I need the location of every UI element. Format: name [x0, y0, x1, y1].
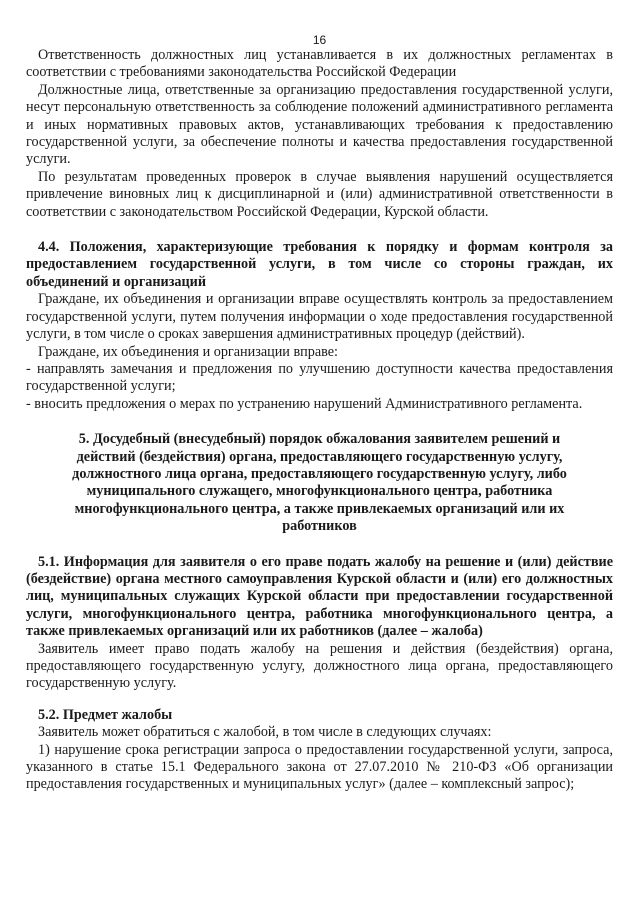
paragraph-complaint-cases: Заявитель может обратиться с жалобой, в том числе в следующих случаях:	[38, 724, 492, 741]
paragraph-responsibility-regulations: Ответственность должностных лиц устанавливается в их должностных регламентах в соответствии с требованиями законодательства Российской Федерации	[26, 47, 613, 81]
spacer	[26, 693, 613, 707]
spacer	[26, 221, 613, 239]
paragraph-inspection-results: По результатам проведенных проверок в случае выявления нарушений осуществляется привлечение виновных лиц к дисциплинарной и (или) административной ответственности в соответствии с законодательством Российской Федерации, Курской области.	[26, 168, 613, 220]
paragraph-citizens-control: Граждане, их объединения и организации вправе осуществлять контроль за предоставлением государственной услуги, путем получения информации о ходе предоставления государственной услуги, в том числе о сроках завершения административных процедур (действий).	[26, 291, 613, 343]
paragraph-complaint-right: Заявитель имеет право подать жалобу на решения и действия (бездействия) органа, предоставляющего государственную услугу, должностного лица органа, предоставляющего государственную услугу.	[26, 640, 613, 692]
paragraph-officials-responsibility: Должностные лица, ответственные за организацию предоставления государственной услуги, несут персональную ответственность за соблюдение положений административного регламента и иных нормативных правовых актов, устанавливающих требования к предоставлению государственной услуги, за обеспечение полноты и качества предоставления государственной услуги.	[26, 81, 613, 168]
spacer	[26, 536, 613, 554]
list-item-remarks: - направлять замечания и предложения по улучшению доступности качества предоставления государственной услуги;	[26, 360, 613, 395]
paragraph-citizens-rights: Граждане, их объединения и организации вправе:	[38, 343, 338, 360]
heading-section-4-4: 4.4. Положения, характеризующие требования к порядку и формам контроля за предоставлением государственной услуги, в том числе со стороны граждан, их объединений и организаций	[26, 239, 613, 290]
heading-section-5-1: 5.1. Информация для заявителя о его праве подать жалобу на решение и (или) действие (бездействие) органа местного самоуправления Курской области и (или) его должностных лиц, муниципальных служащих Курской области при предоставлении государственной услуги, многофункционального центра, работника многофункционального центра, а также привлекаемых организаций или их работников (далее – жалоба)	[26, 553, 613, 640]
document-body	[26, 47, 613, 794]
heading-section-5: 5. Досудебный (внесудебный) порядок обжалования заявителем решений и действий (бездействия) органа, предоставляющего государственную услугу, должностного лица органа, предоставляющего государственную услугу, либо муниципального служащего, многофункционального центра, работника многофункционального центра, а также привлекаемых организаций или их работников	[72, 431, 567, 535]
list-item-proposals: - вносить предложения о мерах по устранению нарушений Административного регламента.	[26, 395, 583, 412]
page-number: 16	[312, 33, 327, 47]
heading-section-5-2: 5.2. Предмет жалобы	[38, 706, 173, 723]
list-item-registration-deadline: 1) нарушение срока регистрации запроса о предоставлении государственной услуги, запроса, указанного в статье 15.1 Федерального закона от 27.07.2010 № 210-ФЗ «Об организации предоставления государственных и муниципальных услуг» (далее – комплексный запрос);	[26, 741, 613, 793]
spacer	[26, 413, 613, 431]
